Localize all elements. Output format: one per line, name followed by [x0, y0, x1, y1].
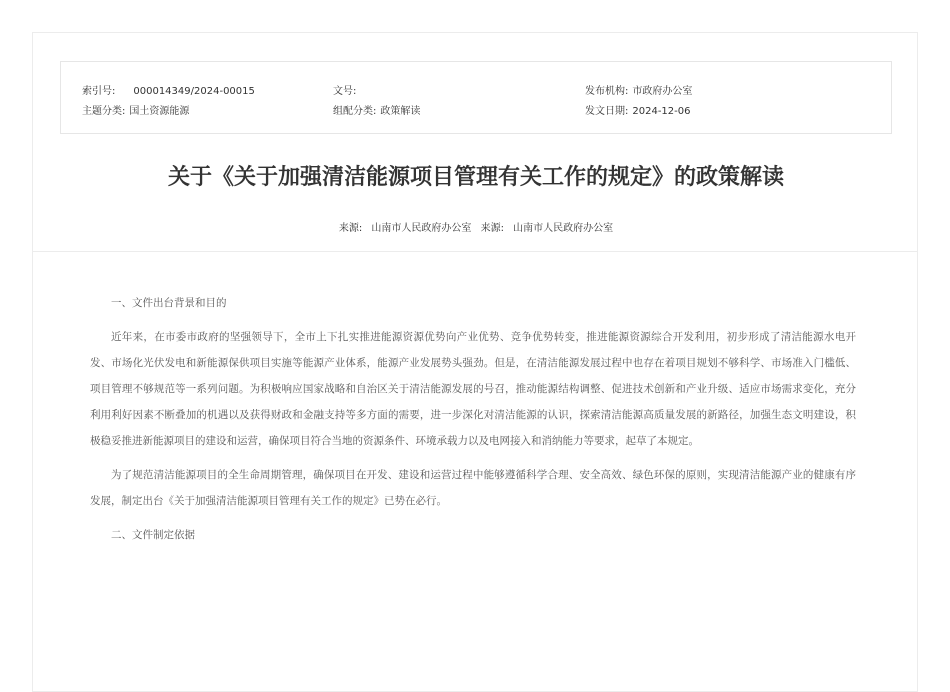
meta-topic-value: 国土资源能源 [129, 106, 190, 117]
paragraph-1: 近年来，在市委市政府的坚强领导下，全市上下扎实推进能源资源优势向产业优势、竞争优势转变，推进能源资源综合开发利用，初步形成了清洁能源水电开发、市场化光伏发电和新能源保供项目实施等能源产业体系，能源产业发展势头强劲。但是，在清洁能源发展过程中也存在着项目规划不够科学、市场准入门槛低、项目管理不够规范等一系列问题。为积极响应国家战略和自治区关于清洁能源发展的号召，推动能源结构调整、促进技术创新和产业升级、适应市场需求变化，充分利用利好因素不断叠加的机遇以及获得财政和金融支持等多方面的需要，进一步深化对清洁能源的认识，探索清洁能源高质量发展的新路径，加强生态文明建设，积极稳妥推进新能源项目的建设和运营，确保项目符合当地的资源条件、环境承载力以及电网接入和消纳能力等要求，起草了本规定。 [90, 331, 856, 447]
source-value-2: 山南市人民政府办公室 [513, 223, 614, 234]
source-label-1: 来源: [338, 223, 363, 234]
source-value-1: 山南市人民政府办公室 [371, 223, 472, 234]
meta-docno-label: 文号: [333, 86, 357, 97]
section-heading-1: 一、文件出台背景和目的 [111, 297, 227, 309]
metadata-table [60, 61, 892, 134]
section-heading-2: 二、文件制定依据 [111, 529, 195, 541]
meta-date [585, 102, 691, 117]
meta-date-label: 发文日期: [585, 106, 629, 117]
meta-category-label: 组配分类: [333, 106, 377, 117]
header-divider [33, 251, 917, 252]
source-line [33, 219, 919, 234]
meta-index [82, 82, 255, 97]
meta-index-value: 000014349/2024-00015 [133, 86, 255, 97]
meta-category [333, 102, 420, 117]
meta-topic-label: 主题分类: [82, 106, 126, 117]
source-label-2: 来源: [480, 223, 504, 234]
meta-publisher-value: 市政府办公室 [632, 86, 693, 97]
meta-publisher-label: 发布机构: [585, 86, 629, 97]
paragraph-2: 为了规范清洁能源项目的全生命周期管理，确保项目在开发、建设和运营过程中能够遵循科学合理、安全高效、绿色环保的原则，实现清洁能源产业的健康有序发展，制定出台《关于加强清洁能源项目管理有关工作的规定》已势在必行。 [90, 469, 856, 507]
meta-index-label: 索引号: [82, 86, 116, 97]
meta-category-value: 政策解读 [380, 106, 421, 117]
meta-publisher [585, 82, 692, 97]
meta-docno [333, 82, 356, 97]
article-body [90, 290, 856, 556]
page-title: 关于《关于加强清洁能源项目管理有关工作的规定》的政策解读 [167, 165, 784, 190]
meta-date-value: 2024-12-06 [632, 106, 691, 117]
meta-topic [82, 102, 189, 117]
